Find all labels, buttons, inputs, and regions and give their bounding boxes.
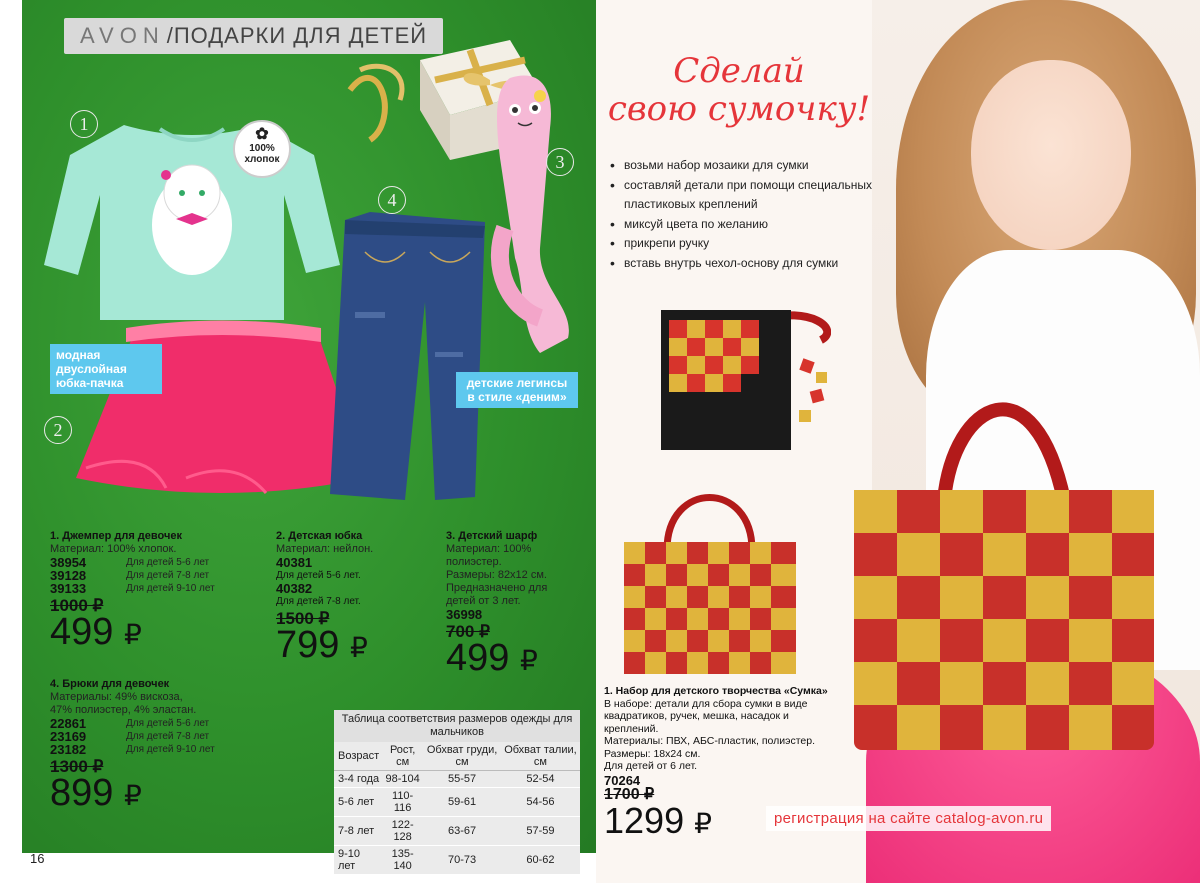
product-title: 1. Набор для детского творчества «Сумка» [604, 685, 828, 697]
size-table [334, 710, 580, 874]
product-code-row: 39128 Для детей 7-8 лет [50, 568, 210, 583]
product-code-row: 39133 Для детей 9-10 лет [50, 581, 215, 596]
product-jumper [50, 530, 280, 655]
old-price: 700 ₽ [446, 622, 490, 641]
old-price: 1700 ₽ [604, 786, 655, 803]
skirt-callout: модная двуслойная юбка-пачка [50, 344, 162, 394]
product-title: 2. Детская юбка [276, 530, 363, 542]
product-code-row: 23169 Для детей 7-8 лет [50, 729, 210, 744]
product-code-row: 22861 Для детей 5-6 лет [50, 716, 210, 731]
size-table-caption: Таблица соответствия размеров одежды для мальчиков [334, 710, 580, 742]
new-price: 1299 ₽ [604, 799, 712, 841]
jeans-callout: детские легинсы в стиле «деним» [456, 372, 578, 408]
product-material: Материалы: ПВХ, АБС-пластик, полиэстер. [604, 735, 816, 747]
right-page [596, 0, 1200, 883]
item-number-4: 4 [378, 186, 406, 214]
table-header: Рост, см [382, 742, 423, 771]
table-header: Обхват талии, см [501, 742, 580, 771]
section-title: /ПОДАРКИ ДЛЯ ДЕТЕЙ [166, 23, 428, 48]
item-number-3: 3 [546, 148, 574, 176]
old-price: 1300 ₽ [50, 757, 104, 776]
product-bag-image [622, 470, 798, 680]
product-title: 1. Джемпер для девочек [50, 530, 182, 542]
product-material: Материал: 100% хлопок. [50, 543, 177, 555]
product-material: Материалы: 49% вискоза, 47% полиэстер, 4% эластан. [50, 691, 197, 716]
product-title: 3. Детский шарф [446, 530, 538, 542]
new-price: 499 ₽ [446, 637, 538, 679]
product-material: Материал: нейлон. [276, 543, 374, 555]
product-code: 70264 [604, 772, 641, 788]
new-price: 799 ₽ [276, 624, 368, 666]
list-item: • прикрепи ручку [608, 234, 898, 254]
product-skirt: 2. Детская юбка Материал: нейлон. 40381 Для детей 5-6 лет. 40382 Для детей 7-8 лет. 1500 ₽ 799 ₽ [276, 530, 426, 668]
new-price: 499 ₽ [50, 611, 142, 653]
old-price: 1000 ₽ [50, 596, 104, 615]
product-mosaic-kit: 1. Набор для детского творчества «Сумка» В наборе: детали для сбора сумки в виде квадратиков, ручек, мешка, насадок и креплений. Материалы: ПВХ, АБС-пластик, полиэстер. Размеры: 18х24 см. Для детей от 6 лет. 70264 1700 ₽ 1299 ₽ [604, 685, 834, 843]
list-item: • возьми набор мозаики для сумки [608, 156, 898, 176]
instructions-list [608, 156, 898, 273]
sweater-image [44, 115, 340, 330]
item-number-1: 1 [70, 110, 98, 138]
old-price: 1500 ₽ [276, 609, 330, 628]
new-price: 899 ₽ [50, 772, 142, 814]
table-row: 5-6 лет 110-116 59-61 54-56 [334, 788, 580, 817]
list-item: • вставь внутрь чехол-основу для сумки [608, 254, 898, 274]
scarf-image [480, 68, 580, 358]
product-code-row: 23182 Для детей 9-10 лет [50, 742, 215, 757]
table-row: 7-8 лет 122-128 63-67 57-59 [334, 817, 580, 846]
product-material: Материал: 100% полиэстер. [446, 543, 532, 568]
table-row: 9-10 лет 135-140 70-73 60-62 [334, 846, 580, 875]
jeans-image [325, 212, 495, 502]
headline: Сделай свою сумочку! [607, 51, 871, 129]
large-bag-image [834, 360, 1164, 760]
table-header: Возраст [334, 742, 382, 771]
list-item: • составляй детали при помощи специальных пластиковых креплений [608, 176, 898, 215]
girl-face [971, 60, 1131, 250]
item-number-2: 2 [44, 416, 72, 444]
mosaic-kit-image [641, 300, 831, 460]
avon-logo: AVON [80, 23, 165, 48]
table-header: Обхват груди, см [423, 742, 501, 771]
registration-link[interactable]: регистрация на сайте catalog-avon.ru [766, 806, 1051, 831]
product-scarf: 3. Детский шарф Материал: 100% полиэстер. Размеры: 82х12 см. Предназначено для детей от 3 лет. 36998 700 ₽ 499 ₽ [446, 530, 561, 681]
cotton-badge: ✿ 100% хлопок [233, 120, 291, 178]
cotton-icon: ✿ [255, 126, 269, 143]
product-code-row: 38954 Для детей 5-6 лет [50, 555, 210, 570]
product-title: 4. Брюки для девочек [50, 678, 170, 690]
list-item: • миксуй цвета по желанию [608, 215, 898, 235]
product-pants [50, 678, 280, 816]
page-number: 16 [30, 851, 45, 866]
table-row: 3-4 года 98-104 55-57 52-54 [334, 771, 580, 788]
left-page [0, 0, 596, 883]
product-description: В наборе: детали для сбора сумки в виде квадратиков, ручек, мешка, насадок и креплений. [604, 697, 808, 735]
